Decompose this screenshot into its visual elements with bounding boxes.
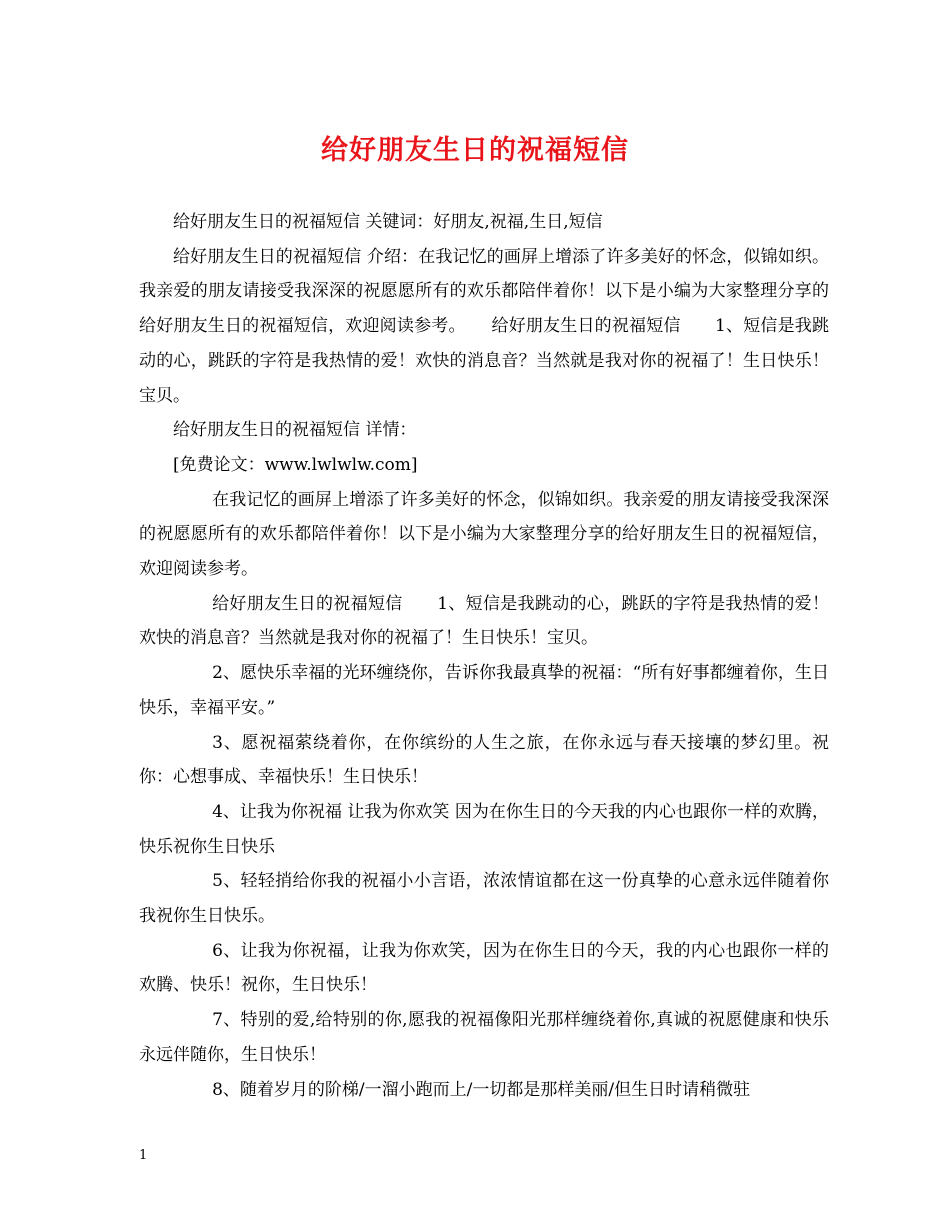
body-paragraph: 给好朋友生日的祝福短信 1、短信是我跳动的心，跳跃的字符是我热情的爱！欢快的消息音？当然就是我对你的祝福了！生日快乐！宝贝。 <box>139 593 829 649</box>
body-paragraph: 在我记忆的画屏上增添了许多美好的怀念，似锦如织。我亲爱的朋友请接受我深深的祝愿愿所有的欢乐都陪伴着你！以下是小编为大家整理分享的给好朋友生日的祝福短信，欢迎阅读参考。 <box>139 489 829 580</box>
list-item: 3、愿祝福萦绕着你，在你缤纷的人生之旅，在你永远与春天接壤的梦幻里。祝你：心想事成、幸福快乐！生日快乐！ <box>139 732 829 788</box>
list-item: 5、轻轻捎给你我的祝福小小言语，浓浓情谊都在这一份真挚的心意永远伴随着你我祝你生日快乐。 <box>139 871 829 927</box>
page-number: 1 <box>139 1148 148 1163</box>
details-heading: 给好朋友生日的祝福短信 详情： <box>173 420 417 441</box>
list-item: 8、随着岁月的阶梯/一溜小跑而上/一切都是那样美丽/但生日时请稍微驻 <box>212 1079 751 1100</box>
list-item: 7、特别的爱,给特别的你,愿我的祝福像阳光那样缠绕着你,真诚的祝愿健康和快乐永远伴随你，生日快乐！ <box>139 1010 829 1065</box>
source-note: [免费论文：www.lwlwlw.com] <box>173 454 418 475</box>
document-title: 给好朋友生日的祝福短信 <box>321 135 629 166</box>
keywords-paragraph: 给好朋友生日的祝福短信 关键词：好朋友,祝福,生日,短信 <box>173 212 603 232</box>
list-item: 4、让我为你祝福 让我为你欢笑 因为在你生日的今天我的内心也跟你一样的欢腾，快乐祝你生日快乐 <box>139 801 829 857</box>
list-item: 2、愿快乐幸福的光环缠绕你，告诉你我最真挚的祝福：“所有好事都缠着你，生日快乐，幸福平安。” <box>139 663 829 718</box>
list-item: 6、让我为你祝福，让我为你欢笑，因为在你生日的今天，我的内心也跟你一样的欢腾、快乐！祝你，生日快乐！ <box>139 940 829 996</box>
document-body <box>139 205 829 1107</box>
intro-paragraph: 给好朋友生日的祝福短信 介绍：在我记忆的画屏上增添了许多美好的怀念，似锦如织。我亲爱的朋友请接受我深深的祝愿愿所有的欢乐都陪伴着你！以下是小编为大家整理分享的给好朋友生日的祝福短信，欢迎阅读参考。 给好朋友生日的祝福短信 1、短信是我跳动的心，跳跃的字符是我热情的爱！欢快的消息音？当然就是我对你的祝福了！生日快乐！宝贝。 <box>139 246 829 406</box>
